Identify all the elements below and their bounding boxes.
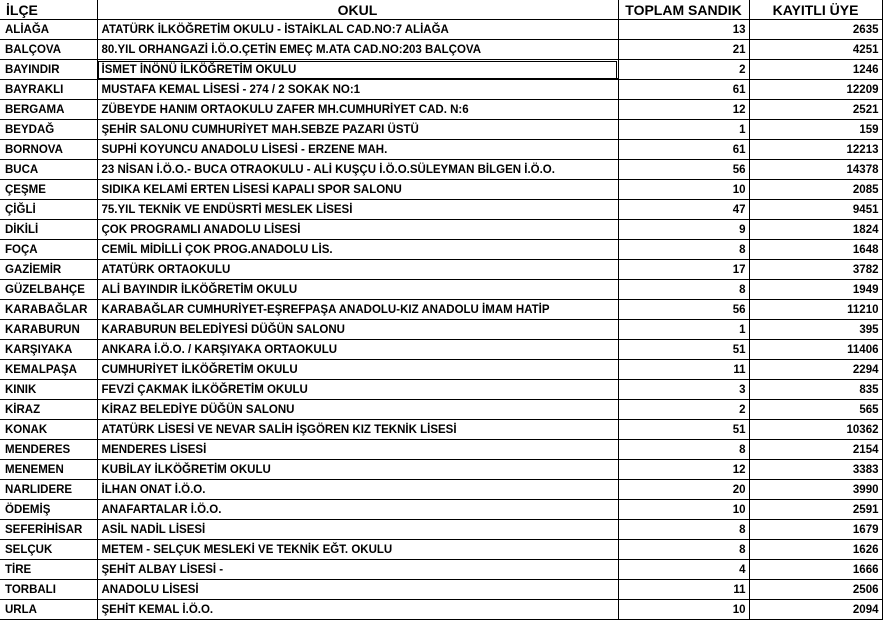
cell-okul[interactable]: 75.YIL TEKNİK VE ENDÜSRTİ MESLEK LİSESİ (97, 200, 618, 220)
table-row (0, 60, 882, 80)
cell-okul[interactable]: ATATÜRK ORTAOKULU (97, 260, 618, 280)
cell-ilce[interactable]: KARABAĞLAR (0, 300, 97, 320)
cell-toplam-sandik[interactable]: 11 (618, 360, 749, 380)
cell-kayitli-uye[interactable]: 1648 (749, 240, 882, 260)
cell-okul[interactable]: ATATÜRK LİSESİ VE NEVAR SALİH İŞGÖREN KIZ TEKNİK LİSESİ (97, 420, 618, 440)
cell-toplam-sandik[interactable]: 9 (618, 220, 749, 240)
cell-ilce[interactable]: DİKİLİ (0, 220, 97, 240)
cell-kayitli-uye[interactable]: 2294 (749, 360, 882, 380)
cell-ilce[interactable]: SELÇUK (0, 540, 97, 560)
cell-okul[interactable]: ANAFARTALAR İ.Ö.O. (97, 500, 618, 520)
cell-ilce[interactable]: SEFERİHİSAR (0, 520, 97, 540)
cell-kayitli-uye[interactable]: 565 (749, 400, 882, 420)
table-row (0, 600, 882, 620)
cell-okul[interactable]: SUPHİ KOYUNCU ANADOLU LİSESİ - ERZENE MAH. (97, 140, 618, 160)
cell-toplam-sandik[interactable]: 8 (618, 240, 749, 260)
cell-kayitli-uye[interactable]: 1666 (749, 560, 882, 580)
header-toplam-sandik[interactable]: TOPLAM SANDIK (618, 0, 749, 20)
table-row (0, 140, 882, 160)
cell-ilce[interactable]: MENDERES (0, 440, 97, 460)
cell-ilce[interactable]: BORNOVA (0, 140, 97, 160)
cell-kayitli-uye[interactable]: 9451 (749, 200, 882, 220)
table-row (0, 40, 882, 60)
cell-toplam-sandik[interactable]: 8 (618, 280, 749, 300)
table-row (0, 260, 882, 280)
cell-toplam-sandik[interactable]: 10 (618, 500, 749, 520)
cell-toplam-sandik[interactable]: 61 (618, 140, 749, 160)
cell-kayitli-uye[interactable]: 3782 (749, 260, 882, 280)
cell-kayitli-uye[interactable]: 14378 (749, 160, 882, 180)
cell-kayitli-uye[interactable]: 2521 (749, 100, 882, 120)
cell-kayitli-uye[interactable]: 1949 (749, 280, 882, 300)
cell-okul[interactable]: ASİL NADİL LİSESİ (97, 520, 618, 540)
table-row (0, 320, 882, 340)
header-ilce[interactable]: İLÇE (0, 0, 97, 20)
cell-toplam-sandik[interactable]: 21 (618, 40, 749, 60)
cell-ilce[interactable]: BALÇOVA (0, 40, 97, 60)
table-row (0, 80, 882, 100)
cell-kayitli-uye[interactable]: 12213 (749, 140, 882, 160)
cell-toplam-sandik[interactable]: 1 (618, 320, 749, 340)
cell-toplam-sandik[interactable]: 10 (618, 600, 749, 620)
table-row (0, 520, 882, 540)
table-row (0, 120, 882, 140)
cell-toplam-sandik[interactable]: 17 (618, 260, 749, 280)
cell-kayitli-uye[interactable]: 11210 (749, 300, 882, 320)
cell-toplam-sandik[interactable]: 12 (618, 460, 749, 480)
cell-kayitli-uye[interactable]: 2094 (749, 600, 882, 620)
cell-toplam-sandik[interactable]: 56 (618, 300, 749, 320)
cell-okul[interactable]: METEM - SELÇUK MESLEKİ VE TEKNİK EĞT. OKULU (97, 540, 618, 560)
cell-ilce[interactable]: KINIK (0, 380, 97, 400)
cell-kayitli-uye[interactable]: 835 (749, 380, 882, 400)
cell-toplam-sandik[interactable]: 8 (618, 540, 749, 560)
cell-kayitli-uye[interactable]: 1246 (749, 60, 882, 80)
table-row (0, 20, 882, 40)
cell-okul[interactable]: KARABAĞLAR CUMHURİYET-EŞREFPAŞA ANADOLU-KIZ ANADOLU İMAM HATİP (97, 300, 618, 320)
table-row (0, 200, 882, 220)
cell-ilce[interactable]: BERGAMA (0, 100, 97, 120)
cell-okul[interactable]: MENDERES LİSESİ (97, 440, 618, 460)
cell-okul[interactable]: MUSTAFA KEMAL LİSESİ - 274 / 2 SOKAK NO:1 (97, 80, 618, 100)
table-row (0, 300, 882, 320)
cell-okul[interactable]: KUBİLAY İLKÖĞRETİM OKULU (97, 460, 618, 480)
table-row (0, 480, 882, 500)
table-row (0, 160, 882, 180)
cell-okul[interactable]: İLHAN ONAT İ.Ö.O. (97, 480, 618, 500)
cell-kayitli-uye[interactable]: 2635 (749, 20, 882, 40)
cell-ilce[interactable]: KARABURUN (0, 320, 97, 340)
table-row (0, 380, 882, 400)
cell-toplam-sandik[interactable]: 51 (618, 420, 749, 440)
cell-toplam-sandik[interactable]: 11 (618, 580, 749, 600)
table-row (0, 500, 882, 520)
cell-okul[interactable]: İSMET İNÖNÜ İLKÖĞRETİM OKULU (97, 60, 618, 80)
cell-toplam-sandik[interactable]: 13 (618, 20, 749, 40)
cell-kayitli-uye[interactable]: 159 (749, 120, 882, 140)
cell-kayitli-uye[interactable]: 395 (749, 320, 882, 340)
header-row (0, 0, 882, 20)
cell-okul[interactable]: ZÜBEYDE HANIM ORTAOKULU ZAFER MH.CUMHURİYET CAD. N:6 (97, 100, 618, 120)
cell-okul[interactable]: ATATÜRK İLKÖĞRETİM OKULU - İSTAİKLAL CAD.NO:7 ALİAĞA (97, 20, 618, 40)
cell-kayitli-uye[interactable]: 2085 (749, 180, 882, 200)
cell-ilce[interactable]: NARLIDERE (0, 480, 97, 500)
cell-kayitli-uye[interactable]: 11406 (749, 340, 882, 360)
cell-toplam-sandik[interactable]: 4 (618, 560, 749, 580)
table-row (0, 540, 882, 560)
cell-okul[interactable]: ÇOK PROGRAMLI ANADOLU LİSESİ (97, 220, 618, 240)
cell-toplam-sandik[interactable]: 3 (618, 380, 749, 400)
cell-okul[interactable]: CEMİL MİDİLLİ ÇOK PROG.ANADOLU LİS. (97, 240, 618, 260)
cell-okul[interactable]: 80.YIL ORHANGAZİ İ.Ö.O.ÇETİN EMEÇ M.ATA CAD.NO:203 BALÇOVA (97, 40, 618, 60)
cell-okul[interactable]: CUMHURİYET İLKÖĞRETİM OKULU (97, 360, 618, 380)
cell-okul[interactable]: ANKARA İ.Ö.O. / KARŞIYAKA ORTAOKULU (97, 340, 618, 360)
cell-toplam-sandik[interactable]: 51 (618, 340, 749, 360)
table-row (0, 240, 882, 260)
cell-kayitli-uye[interactable]: 12209 (749, 80, 882, 100)
cell-toplam-sandik[interactable]: 10 (618, 180, 749, 200)
cell-okul[interactable]: 23 NİSAN İ.Ö.O.- BUCA OTRAOKULU - ALİ KUŞÇU İ.Ö.O.SÜLEYMAN BİLGEN İ.Ö.O. (97, 160, 618, 180)
cell-ilce[interactable]: MENEMEN (0, 460, 97, 480)
cell-okul[interactable]: SIDIKA KELAMİ ERTEN LİSESİ KAPALI SPOR SALONU (97, 180, 618, 200)
table-row (0, 440, 882, 460)
header-okul[interactable]: OKUL (97, 0, 618, 20)
cell-toplam-sandik[interactable]: 20 (618, 480, 749, 500)
cell-kayitli-uye[interactable]: 10362 (749, 420, 882, 440)
cell-kayitli-uye[interactable]: 3990 (749, 480, 882, 500)
cell-ilce[interactable]: FOÇA (0, 240, 97, 260)
table-row (0, 280, 882, 300)
cell-okul[interactable]: FEVZİ ÇAKMAK İLKÖĞRETİM OKULU (97, 380, 618, 400)
cell-ilce[interactable]: BUCA (0, 160, 97, 180)
cell-okul[interactable]: ŞEHİT KEMAL İ.Ö.O. (97, 600, 618, 620)
cell-toplam-sandik[interactable]: 2 (618, 400, 749, 420)
cell-okul[interactable]: KİRAZ BELEDİYE DÜĞÜN SALONU (97, 400, 618, 420)
cell-ilce[interactable]: KEMALPAŞA (0, 360, 97, 380)
cell-okul[interactable]: ŞEHİT ALBAY LİSESİ - (97, 560, 618, 580)
cell-toplam-sandik[interactable]: 8 (618, 440, 749, 460)
table-row (0, 340, 882, 360)
table-row (0, 400, 882, 420)
cell-ilce[interactable]: ÇEŞME (0, 180, 97, 200)
cell-kayitli-uye[interactable]: 1824 (749, 220, 882, 240)
cell-ilce[interactable]: KARŞIYAKA (0, 340, 97, 360)
cell-ilce[interactable]: GÜZELBAHÇE (0, 280, 97, 300)
cell-okul[interactable]: KARABURUN BELEDİYESİ DÜĞÜN SALONU (97, 320, 618, 340)
cell-ilce[interactable]: TORBALI (0, 580, 97, 600)
cell-okul[interactable]: ŞEHİR SALONU CUMHURİYET MAH.SEBZE PAZARI ÜSTÜ (97, 120, 618, 140)
cell-kayitli-uye[interactable]: 3383 (749, 460, 882, 480)
cell-toplam-sandik[interactable]: 1 (618, 120, 749, 140)
cell-ilce[interactable]: BAYINDIR (0, 60, 97, 80)
cell-ilce[interactable]: ALİAĞA (0, 20, 97, 40)
cell-okul[interactable]: ANADOLU LİSESİ (97, 580, 618, 600)
cell-ilce[interactable]: TİRE (0, 560, 97, 580)
cell-ilce[interactable]: BAYRAKLI (0, 80, 97, 100)
cell-ilce[interactable]: KİRAZ (0, 400, 97, 420)
cell-ilce[interactable]: ÖDEMİŞ (0, 500, 97, 520)
table-row (0, 220, 882, 240)
cell-ilce[interactable]: GAZİEMİR (0, 260, 97, 280)
table-row (0, 100, 882, 120)
cell-toplam-sandik[interactable]: 8 (618, 520, 749, 540)
cell-kayitli-uye[interactable]: 2591 (749, 500, 882, 520)
cell-ilce[interactable]: ÇİĞLİ (0, 200, 97, 220)
cell-toplam-sandik[interactable]: 61 (618, 80, 749, 100)
cell-ilce[interactable]: URLA (0, 600, 97, 620)
cell-kayitli-uye[interactable]: 1679 (749, 520, 882, 540)
table-row (0, 460, 882, 480)
table-row (0, 420, 882, 440)
table-row (0, 580, 882, 600)
cell-okul[interactable]: ALİ BAYINDIR İLKÖĞRETİM OKULU (97, 280, 618, 300)
cell-ilce[interactable]: KONAK (0, 420, 97, 440)
table-row (0, 360, 882, 380)
header-kayitli-uye[interactable]: KAYITLI ÜYE (749, 0, 882, 20)
cell-kayitli-uye[interactable]: 2154 (749, 440, 882, 460)
cell-toplam-sandik[interactable]: 12 (618, 100, 749, 120)
cell-toplam-sandik[interactable]: 2 (618, 60, 749, 80)
cell-ilce[interactable]: BEYDAĞ (0, 120, 97, 140)
cell-kayitli-uye[interactable]: 1626 (749, 540, 882, 560)
cell-toplam-sandik[interactable]: 56 (618, 160, 749, 180)
table-row (0, 560, 882, 580)
table-row (0, 180, 882, 200)
cell-toplam-sandik[interactable]: 47 (618, 200, 749, 220)
cell-kayitli-uye[interactable]: 2506 (749, 580, 882, 600)
table-body (0, 20, 882, 620)
cell-kayitli-uye[interactable]: 4251 (749, 40, 882, 60)
